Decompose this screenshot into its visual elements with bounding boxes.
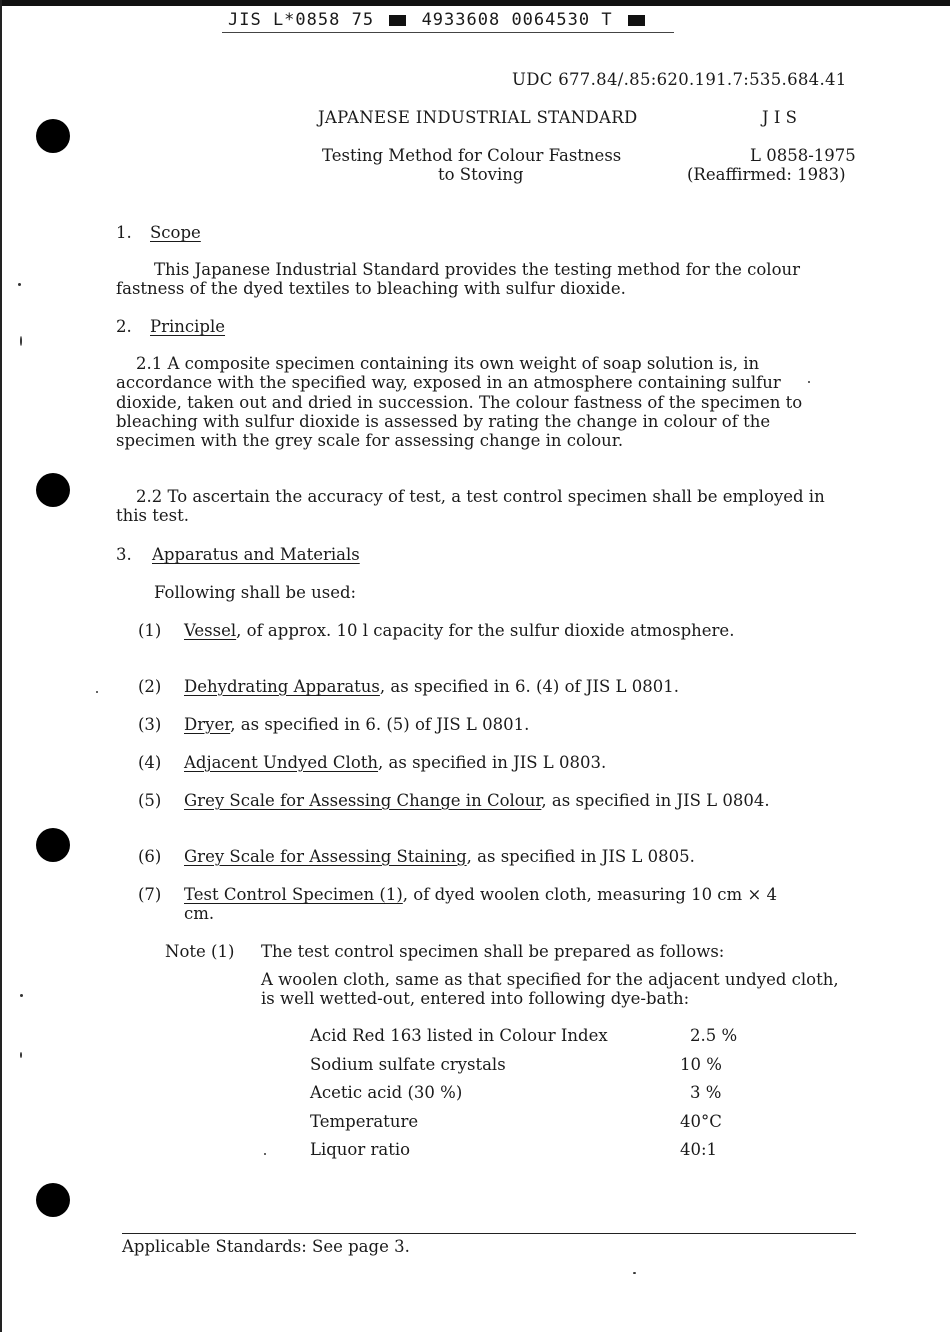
item-name: Vessel	[184, 621, 237, 640]
list-item	[184, 753, 804, 772]
recipe-value: 3 %	[690, 1083, 722, 1102]
recipe-value: 2.5 %	[690, 1026, 738, 1045]
scan-left-edge	[0, 0, 2, 1332]
section-1-body: This Japanese Industrial Standard provides the testing method for the colour fastness of the dyed textiles to bleaching with sulfur dioxide.	[116, 260, 801, 299]
header-block-mark	[389, 15, 406, 26]
header-rule	[222, 32, 674, 33]
standard-heading: JAPANESE INDUSTRIAL STANDARD	[318, 108, 638, 127]
recipe-label: Liquor ratio	[310, 1140, 411, 1159]
recipe-row	[310, 1055, 750, 1077]
item-name: Grey Scale for Assessing Staining	[184, 847, 467, 866]
list-item-number: (5)	[138, 791, 162, 810]
section-2-2-body: 2.2 To ascertain the accuracy of test, a test control specimen shall be employed in this test.	[116, 487, 825, 526]
applicable-standards: Applicable Standards: See page 3.	[122, 1237, 410, 1256]
section-1-number: 1.	[116, 223, 132, 242]
recipe-label: Temperature	[310, 1112, 419, 1131]
item-name: Grey Scale for Assessing Change in Colour	[184, 791, 542, 810]
recipe-label: Sodium sulfate crystals	[310, 1055, 506, 1074]
recipe-value: 40:1	[680, 1140, 718, 1159]
punch-hole	[36, 828, 70, 862]
punch-hole	[36, 1183, 70, 1217]
list-item-number: (6)	[138, 847, 162, 866]
item-name: Test Control Specimen (1)	[184, 885, 403, 904]
list-item	[184, 677, 804, 696]
scan-header-code	[228, 10, 649, 30]
section-3-title: Apparatus and Materials	[152, 545, 360, 564]
note-body: A woolen cloth, same as that specified for the adjacent undyed cloth, is well wetted-out, entered into following dye-bath:	[261, 970, 839, 1009]
header-code-mid: 4933608 0064530 T	[421, 10, 613, 30]
scan-speck	[96, 691, 98, 693]
list-item	[184, 791, 774, 810]
recipe-label: Acid Red 163 listed in Colour Index	[310, 1026, 608, 1045]
scan-speck	[264, 1153, 266, 1155]
item-name: Dehydrating Apparatus	[184, 677, 380, 696]
list-item-number: (4)	[138, 753, 162, 772]
list-item	[184, 715, 804, 734]
section-2-title: Principle	[150, 317, 226, 336]
recipe-label: Acetic acid (30 %)	[310, 1083, 463, 1102]
scan-speck	[20, 336, 22, 346]
list-item	[184, 621, 804, 640]
section-2-number: 2.	[116, 317, 132, 336]
note-label: Note (1)	[165, 942, 235, 961]
section-1-title: Scope	[150, 223, 201, 242]
list-item-number: (7)	[138, 885, 162, 904]
title-line-2: to Stoving	[438, 165, 524, 184]
scan-speck	[20, 994, 23, 997]
item-desc: , of approx. 10 l capacity for the sulfur dioxide atmosphere.	[236, 621, 735, 640]
list-item-number: (1)	[138, 621, 162, 640]
scan-speck	[20, 1052, 22, 1058]
punch-hole	[36, 473, 70, 507]
list-item	[184, 885, 804, 924]
header-code-left: JIS L*0858 75	[228, 10, 375, 30]
recipe-row	[310, 1026, 750, 1048]
header-block-mark	[628, 15, 645, 26]
section-2-1-body: 2.1 A composite specimen containing its own weight of soap solution is, in accordance with the specified way, exposed in an atmosphere containing sulfur dioxide, taken out and dried in succession. The colour fastness of the specimen to bleaching with sulfur dioxide is assessed by rating the change in colour of the specimen with the grey scale for assessing change in colour.	[116, 354, 803, 451]
standard-number: L 0858-1975	[750, 146, 856, 165]
recipe-value: 40°C	[680, 1112, 722, 1131]
reaffirmed-note: (Reaffirmed: 1983)	[687, 165, 846, 184]
item-desc: , as specified in JIS L 0804.	[541, 791, 770, 810]
jis-mark: J I S	[762, 108, 797, 127]
scan-speck	[18, 283, 21, 286]
note-line-1: The test control specimen shall be prepared as follows:	[261, 942, 725, 961]
item-desc: , as specified in JIS L 0803.	[378, 753, 607, 772]
section-3-number: 3.	[116, 545, 132, 564]
recipe-row	[310, 1112, 750, 1134]
section-3-intro: Following shall be used:	[154, 583, 357, 602]
recipe-value: 10 %	[680, 1055, 722, 1074]
punch-hole	[36, 119, 70, 153]
title-line-1: Testing Method for Colour Fastness	[322, 146, 622, 165]
footer-rule	[122, 1233, 856, 1234]
list-item-number: (2)	[138, 677, 162, 696]
recipe-row	[310, 1140, 750, 1162]
recipe-row	[310, 1083, 750, 1105]
item-name: Adjacent Undyed Cloth	[184, 753, 379, 772]
scan-speck	[633, 1272, 636, 1274]
item-desc: , as specified in JIS L 0805.	[466, 847, 695, 866]
item-desc: , as specified in 6. (5) of JIS L 0801.	[230, 715, 530, 734]
list-item	[184, 847, 804, 866]
scan-top-edge	[0, 0, 950, 6]
item-desc: , of dyed woolen cloth, measuring 10 cm × 4 cm.	[184, 885, 778, 924]
item-name: Dryer	[184, 715, 231, 734]
item-desc: , as specified in 6. (4) of JIS L 0801.	[379, 677, 679, 696]
list-item-number: (3)	[138, 715, 162, 734]
udc-code: UDC 677.84/.85:620.191.7:535.684.41	[512, 70, 847, 89]
